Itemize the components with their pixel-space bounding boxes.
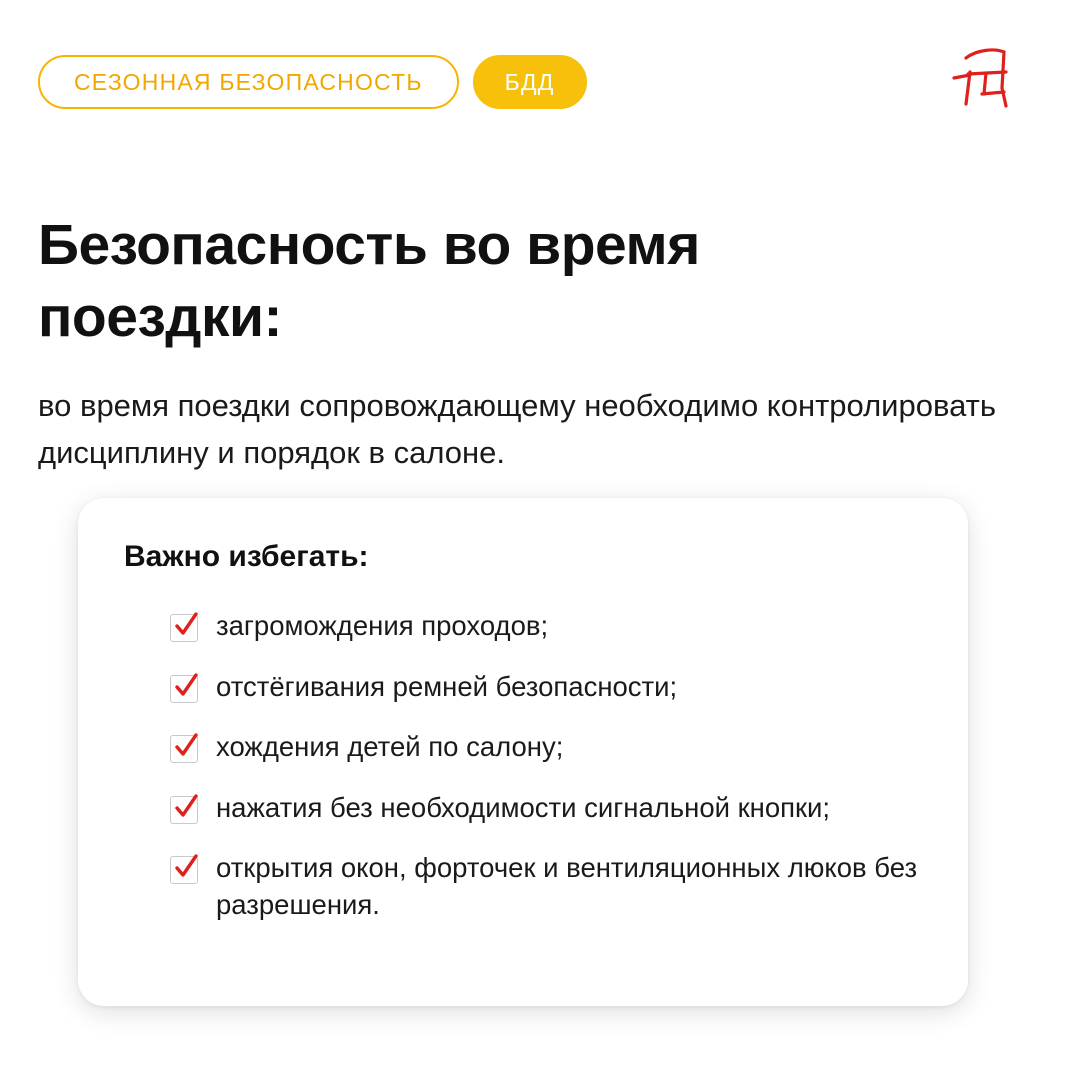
tag-bdd[interactable]: БДД (473, 55, 587, 109)
list-item (170, 790, 922, 827)
tag-row (38, 55, 587, 109)
list-item (170, 729, 922, 766)
avoid-card (78, 498, 968, 1006)
list-item-label: загромождения проходов; (216, 610, 549, 641)
checkbox-checked-icon[interactable] (170, 675, 198, 703)
checkbox-checked-icon[interactable] (170, 796, 198, 824)
intro-paragraph: во время поездки сопровождающему необходимо контролировать дисциплину и порядок в салоне. (38, 388, 996, 470)
checkbox-checked-icon[interactable] (170, 614, 198, 642)
list-item-label: отстёгивания ремней безопасности; (216, 670, 678, 702)
list-item (170, 669, 922, 706)
list-item-label: нажатия без необходимости сигнальной кнопки; (216, 791, 831, 823)
list-item (170, 608, 922, 645)
list-item-label: хождения детей по салону; (216, 731, 564, 763)
checkbox-checked-icon[interactable] (170, 735, 198, 763)
avoid-list (124, 608, 922, 923)
card-title: Важно избегать: (124, 540, 369, 573)
page-title: Безопасность во время поездки: (38, 213, 700, 349)
list-item-label: открытия окон, форточек и вентиляционных люков без разрешения. (216, 852, 918, 920)
checkbox-checked-icon[interactable] (170, 856, 198, 884)
list-item (170, 850, 922, 923)
tag-seasonal-safety[interactable]: СЕЗОННАЯ БЕЗОПАСНОСТЬ (38, 55, 459, 109)
chair-logo-icon (946, 42, 1020, 112)
